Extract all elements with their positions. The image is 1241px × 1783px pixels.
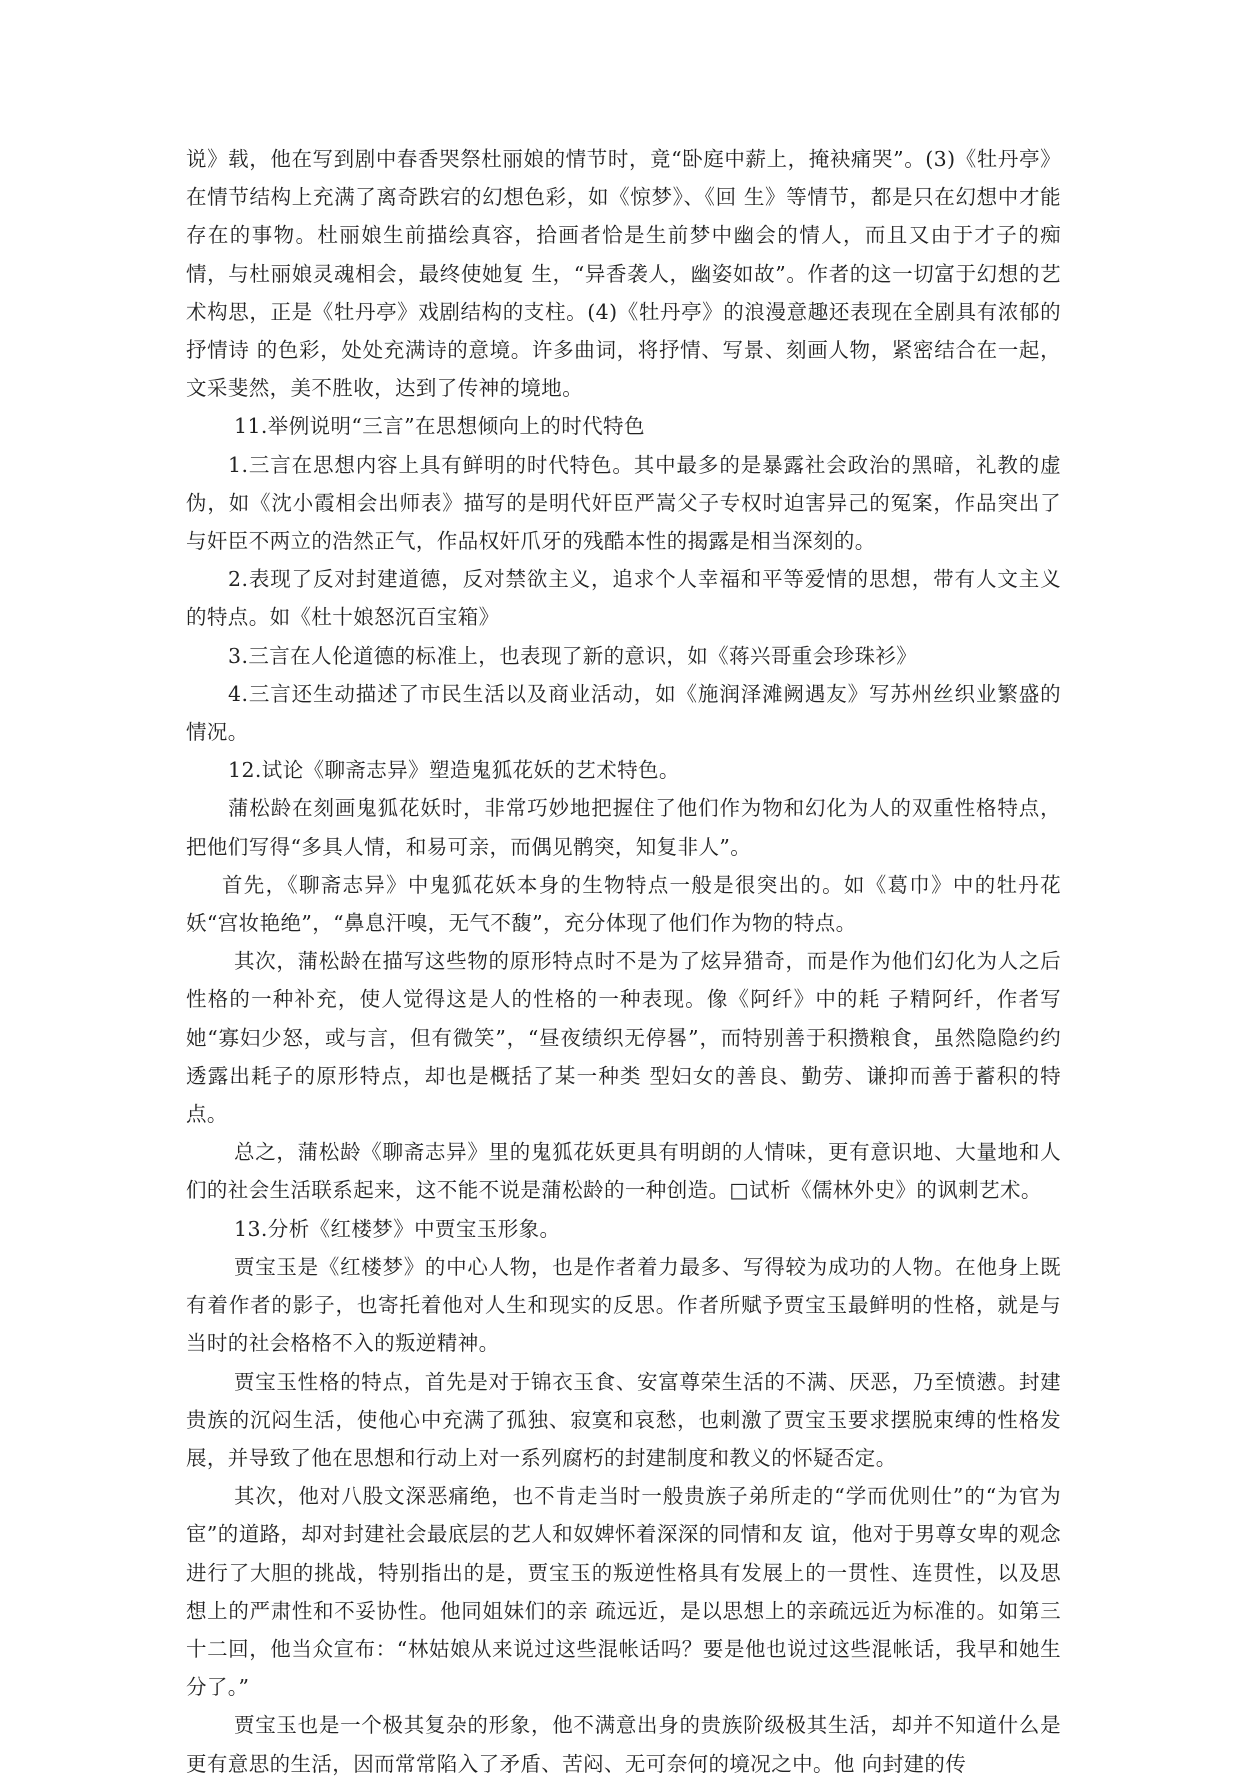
- paragraph-sanyan-point-3: 3.三言在人伦道德的标准上，也表现了新的意识，如《蒋兴哥重会珍珠衫》: [228, 643, 918, 668]
- paragraph-liaozhai-second: 其次，蒲松龄在描写这些物的原形特点时不是为了炫异猎奇，而是作为他们幻化为人之后性格的一种补充，使人觉得这是人的性格的一种表现。像《阿纤》中的耗 子精阿纤，作者写她“寡妇少怒，或与言，但有微笑”，“昼夜绩织无停晷”，而特别善于积攒粮食，虽然隐隐约约透露出耗子的原形特点，却也是概括了某一种类 型妇女的善良、勤劳、谦抑而善于蓄积的特点。: [186, 949, 1061, 1127]
- paragraph-sanyan-point-2: 2.表现了反对封建道德，反对禁欲主义，追求个人幸福和平等爱情的思想，带有人文主义的特点。如《杜十娘怒沉百宝箱》: [186, 567, 1061, 630]
- heading-question-11: 11.举例说明“三言”在思想倾向上的时代特色: [234, 414, 645, 439]
- paragraph-baoyu-complex: 贾宝玉也是一个极其复杂的形象，他不满意出身的贵族阶级极其生活，却并不知道什么是更有意思的生活，因而常常陷入了矛盾、苦闷、无可奈何的境况之中。他 向封建的传: [186, 1713, 1061, 1776]
- paragraph-liaozhai-summary: 总之，蒲松龄《聊斋志异》里的鬼狐花妖更具有明朗的人情味，更有意识地、大量地和人们的社会生活联系起来，这不能不说是蒲松龄的一种创造。□试析《儒林外史》的讽刺艺术。: [186, 1140, 1061, 1203]
- heading-question-12: 12.试论《聊斋志异》塑造鬼狐花妖的艺术特色。: [228, 758, 680, 783]
- paragraph-baoyu-intro: 贾宝玉是《红楼梦》的中心人物，也是作者着力最多、写得较为成功的人物。在他身上既有着作者的影子，也寄托着他对人生和现实的反思。作者所赋予贾宝玉最鲜明的性格，就是与当时的社会格格不入的叛逆精神。: [186, 1254, 1061, 1356]
- paragraph-baoyu-second: 其次，他对八股文深恶痛绝，也不肯走当时一般贵族子弟所走的“学而优则仕”的“为官为宦”的道路，却对封建社会最底层的艺人和奴婢怀着深深的同情和友 谊，他对于男尊女卑的观念进行了大胆的挑战，特别指出的是，贾宝玉的叛逆性格具有发展上的一贯性、连贯性，以及思想上的严肃性和不妥协性。他同姐妹们的亲 疏远近，是以思想上的亲疏远近为标准的。如第三十二回，他当众宣布：“林姑娘从来说过这些混帐话吗？要是他也说过这些混帐话，我早和她生分了。”: [186, 1484, 1061, 1700]
- heading-question-13: 13.分析《红楼梦》中贾宝玉形象。: [234, 1216, 561, 1241]
- paragraph-sanyan-point-4: 4.三言还生动描述了市民生活以及商业活动，如《施润泽滩阙遇友》写苏州丝织业繁盛的情况。: [186, 681, 1061, 745]
- paragraph-liaozhai-first: 首先，《聊斋志异》中鬼狐花妖本身的生物特点一般是很突出的。如《葛巾》中的牡丹花妖“宫妆艳绝”，“鼻息汗嗅，无气不馥”，充分体现了他们作为物的特点。: [186, 872, 1061, 936]
- paragraph-sanyan-point-1: 1.三言在思想内容上具有鲜明的时代特色。其中最多的是暴露社会政治的黑暗，礼教的虚伪，如《沈小霞相会出师表》描写的是明代奸臣严嵩父子专权时迫害异己的冤案，作品突出了与奸臣不两立的浩然正气，作品权奸爪牙的残酷本性的揭露是相当深刻的。: [186, 452, 1061, 554]
- paragraph-liaozhai-intro: 蒲松龄在刻画鬼狐花妖时，非常巧妙地把握住了他们作为物和幻化为人的双重性格特点，把他们写得“多具人情，和易可亲，而偶见鹘突，知复非人”。: [186, 796, 1061, 859]
- paragraph-baoyu-first: 贾宝玉性格的特点，首先是对于锦衣玉食、安富尊荣生活的不满、厌恶，乃至愤懑。封建贵族的沉闷生活，使他心中充满了孤独、寂寞和哀愁，也刺激了贾宝玉要求摆脱束缚的性格发展，并导致了他在思想和行动上对一系列腐朽的封建制度和教义的怀疑否定。: [186, 1369, 1061, 1470]
- paragraph-mudanting-continued: 说》载，他在写到剧中春香哭祭杜丽娘的情节时，竟“卧庭中薪上，掩袂痛哭”。(3)《牡丹亭》在情节结构上充满了离奇跌宕的幻想色彩，如《惊梦》、《回 生》等情节，都是只在幻想中才能存在的事物。杜丽娘生前描绘真容，拾画者恰是生前梦中幽会的情人，而且又由于才子的痴情，与杜丽娘灵魂相会，最终使她复 生，“异香袭人，幽姿如故”。作者的这一切富于幻想的艺术构思，正是《牡丹亭》戏剧结构的支柱。(4)《牡丹亭》的浪漫意趣还表现在全剧具有浓郁的抒情诗 的色彩，处处充满诗的意境。许多曲词，将抒情、写景、刻画人物，紧密结合在一起，文采斐然，美不胜收，达到了传神的境地。: [186, 147, 1061, 401]
